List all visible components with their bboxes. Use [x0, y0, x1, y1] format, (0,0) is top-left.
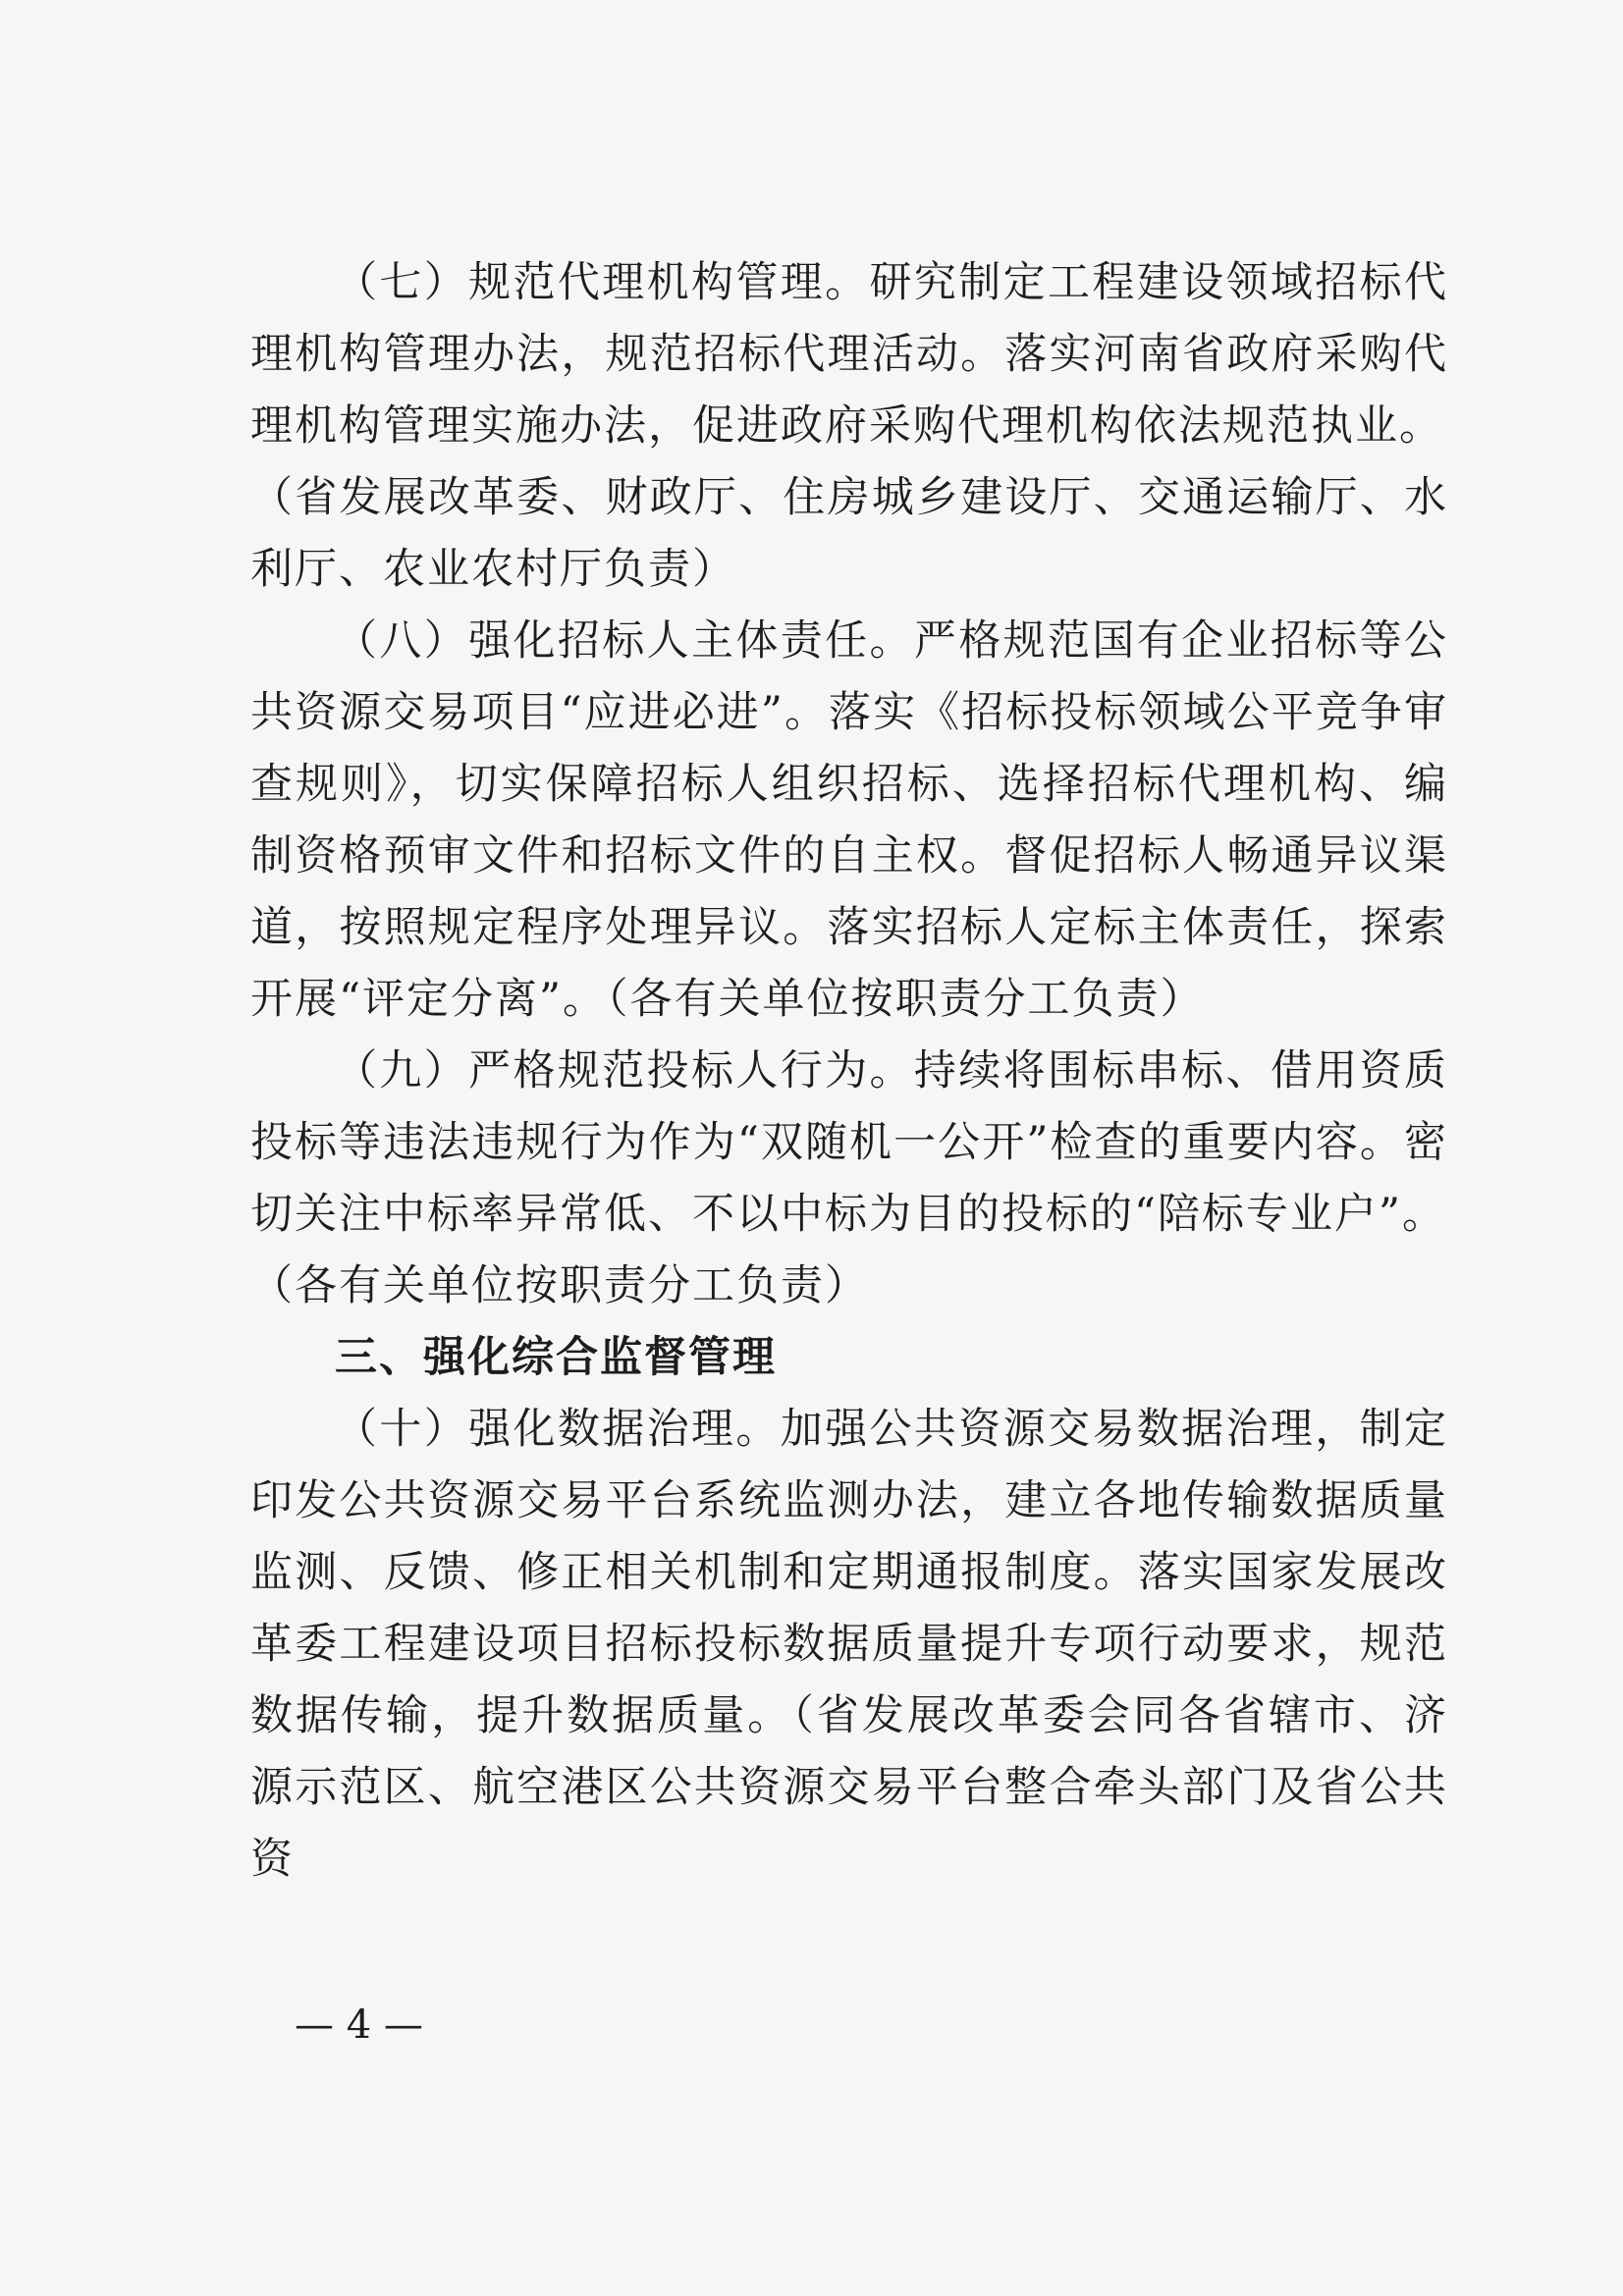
paragraph-10: （十）强化数据治理。加强公共资源交易数据治理，制定印发公共资源交易平台系统监测办法，建立各地传输数据质量监测、反馈、修正相关机制和定期通报制度。落实国家发展改革委工程建设项目招标投标数据质量提升专项行动要求，规范数据传输，提升数据质量。（省发展改革委会同各省辖市、济源示范区、航空港区公共资源交易平台整合牵头部门及省公共资: [250, 1405, 1448, 1884]
section-heading: 三、强化综合监督管理: [335, 1333, 777, 1382]
paragraph-9-responsible: （各有关单位按职责分工负责）: [250, 1261, 869, 1310]
page-number: — 4 —: [295, 2002, 423, 2048]
paragraph-8: （八）强化招标人主体责任。严格规范国有企业招标等公共资源交易项目“应进必进”。落实《招标投标领域公平竞争审查规则》，切实保障招标人组织招标、选择招标代理机构、编制资格预审文件和招标文件的自主权。督促招标人畅通异议渠道，按照规定程序处理异议。落实招标人定标主体责任，探索开展“评定分离”。（各有关单位按职责分工负责）: [250, 616, 1448, 1024]
document-body: [250, 247, 1448, 1896]
paragraph-7-responsible: （省发展改革委、财政厅、住房城乡建设厅、交通运输厅、水利厅、农业农村厅负责）: [250, 473, 1448, 594]
paragraph-9: （九）严格规范投标人行为。持续将围标串标、借用资质投标等违法违规行为作为“双随机一公开”检查的重要内容。密切关注中标率异常低、不以中标为目的投标的“陪标专业户”。: [250, 1046, 1448, 1239]
paragraph-7: （七）规范代理机构管理。研究制定工程建设领域招标代理机构管理办法，规范招标代理活动。落实河南省政府采购代理机构管理实施办法，促进政府采购代理机构依法规范执业。: [250, 258, 1448, 451]
